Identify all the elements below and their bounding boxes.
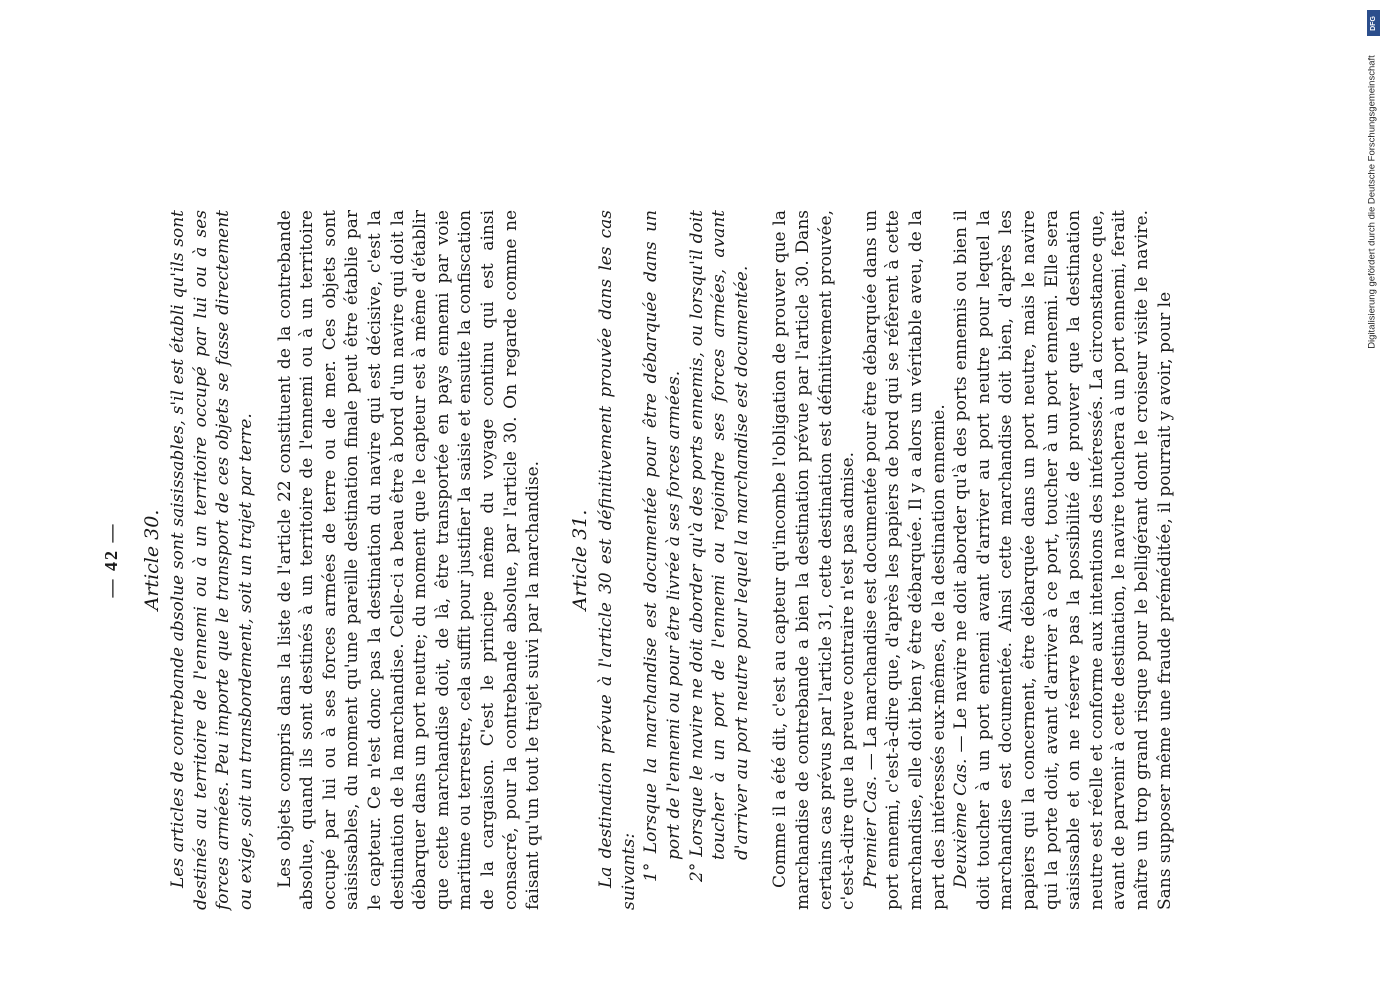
first-case-label: Premier Cas. bbox=[860, 775, 881, 888]
second-case-paragraph bbox=[950, 210, 1176, 910]
digitization-credit-text: Digitalisierung gefördert durch die Deutsche Forschungsgemeinschaft bbox=[1366, 55, 1378, 349]
article-31-item-1: 1° Lorsque la marchandise est documentée pour être débarquée dans un port de l'ennemi ou pour être livrée à ses forces armées. bbox=[641, 210, 685, 882]
article-30-title: Article 30. bbox=[140, 509, 163, 611]
article-31-title: Article 31. bbox=[568, 509, 591, 611]
scanned-page bbox=[100, 120, 1280, 1000]
page-content bbox=[100, 210, 1280, 910]
first-case-paragraph bbox=[860, 210, 950, 910]
second-case-label: Deuxième Cas. bbox=[951, 758, 972, 888]
first-case-text: — La marchandise est documentée pour être débarquée dans un port ennemi, c'est-à-dire que, d'après les papiers de bord qui se réfèrent à cette marchandise, elle doit bien y être débarquée. Il y a alors un véritable aveu, de la part des intéressés eux-mêmes, de la destination ennemie. bbox=[860, 209, 949, 910]
article-30-commentary: Les objets compris dans la liste de l'article 22 constituent de la contrebande absolue, quand ils sont destinés à un territoire de l'ennemi ou à un territoire occupé par lui ou à ses forces armées de terre ou de mer. Ces objets sont saisissables, du moment qu'une pareille destination finale peut être établie par le capteur. Ce n'est donc pas la destination du navire qui est décisive, c'est la destination de la marchandise. Celle-ci a beau être à bord d'un navire qui doit la débarquer dans un port neutre; du moment que le capteur est à même d'établir que cette marchandise doit, de là, être transportée en pays ennemi par voie maritime ou terrestre, cela suffit pour justifier la saisie et ensuite la confiscation de la cargaison. C'est le principe même du voyage continu qui est ainsi consacré, pour la contrebande absolue, par l'article 30. On regarde comme ne faisant qu'un tout le trajet suivi par la marchandise. bbox=[274, 210, 544, 910]
dfg-logo-text: DFG bbox=[1370, 15, 1377, 31]
article-31-item-2: 2° Lorsque le navire ne doit aborder qu'à des ports ennemis, ou lorsqu'il doit toucher à un port de l'ennemi ou rejoindre ses forces armées, avant d'arriver au port neutre pour lequel la marchandise est documentée. bbox=[686, 210, 752, 882]
article-31-commentary: Comme il a été dit, c'est au capteur qu'incombe l'obligation de prouver que la marchandise de contrebande a bien la destination prévue par l'article 30. Dans certains cas prévus par l'article 31, cette destination est définitivement prouvée, c'est-à-dire que la preuve contraire n'est pas admise. bbox=[770, 210, 859, 910]
second-case-text: — Le navire ne doit aborder qu'à des ports ennemis ou bien il doit toucher à un port ennemi avant d'arriver au port neutre pour lequel la marchandise est documentée. Ainsi cette marchandise doit bien, d'après les papiers qui la concernent, être débarquée dans un port neutre, mais le navire qui la porte doit, avant d'arriver à ce port, toucher à un port ennemi. Elle sera saisissable et on ne réserve pas la possibilité de prouver que la destination neutre est réelle et conforme aux intentions des intéressés. La circonstance que, avant de parvenir à cette destination, le navire touchera à un port ennemi, ferait naître un trop grand risque pour le belligérant dont le croiseur visite le navire. Sans supposer même une fraude préméditée, il pourrait y avoir, pour le bbox=[951, 210, 1175, 910]
digitization-credit bbox=[1363, 12, 1381, 392]
page-number: — 42 — bbox=[101, 522, 121, 598]
article-31-intro: La destination prévue à l'article 30 est définitivement prouvée dans les cas suivants: bbox=[596, 210, 639, 910]
article-30-text: Les articles de contrebande absolue sont saisissables, s'il est établi qu'ils sont destinés au territoire de l'ennemi ou à un territoire occupé par lui ou à ses forces armées. Peu importe que le transport de ces objets se fasse directement ou exige, soit un transbordement, soit un trajet par terre. bbox=[168, 210, 256, 910]
dfg-logo bbox=[1367, 10, 1380, 36]
